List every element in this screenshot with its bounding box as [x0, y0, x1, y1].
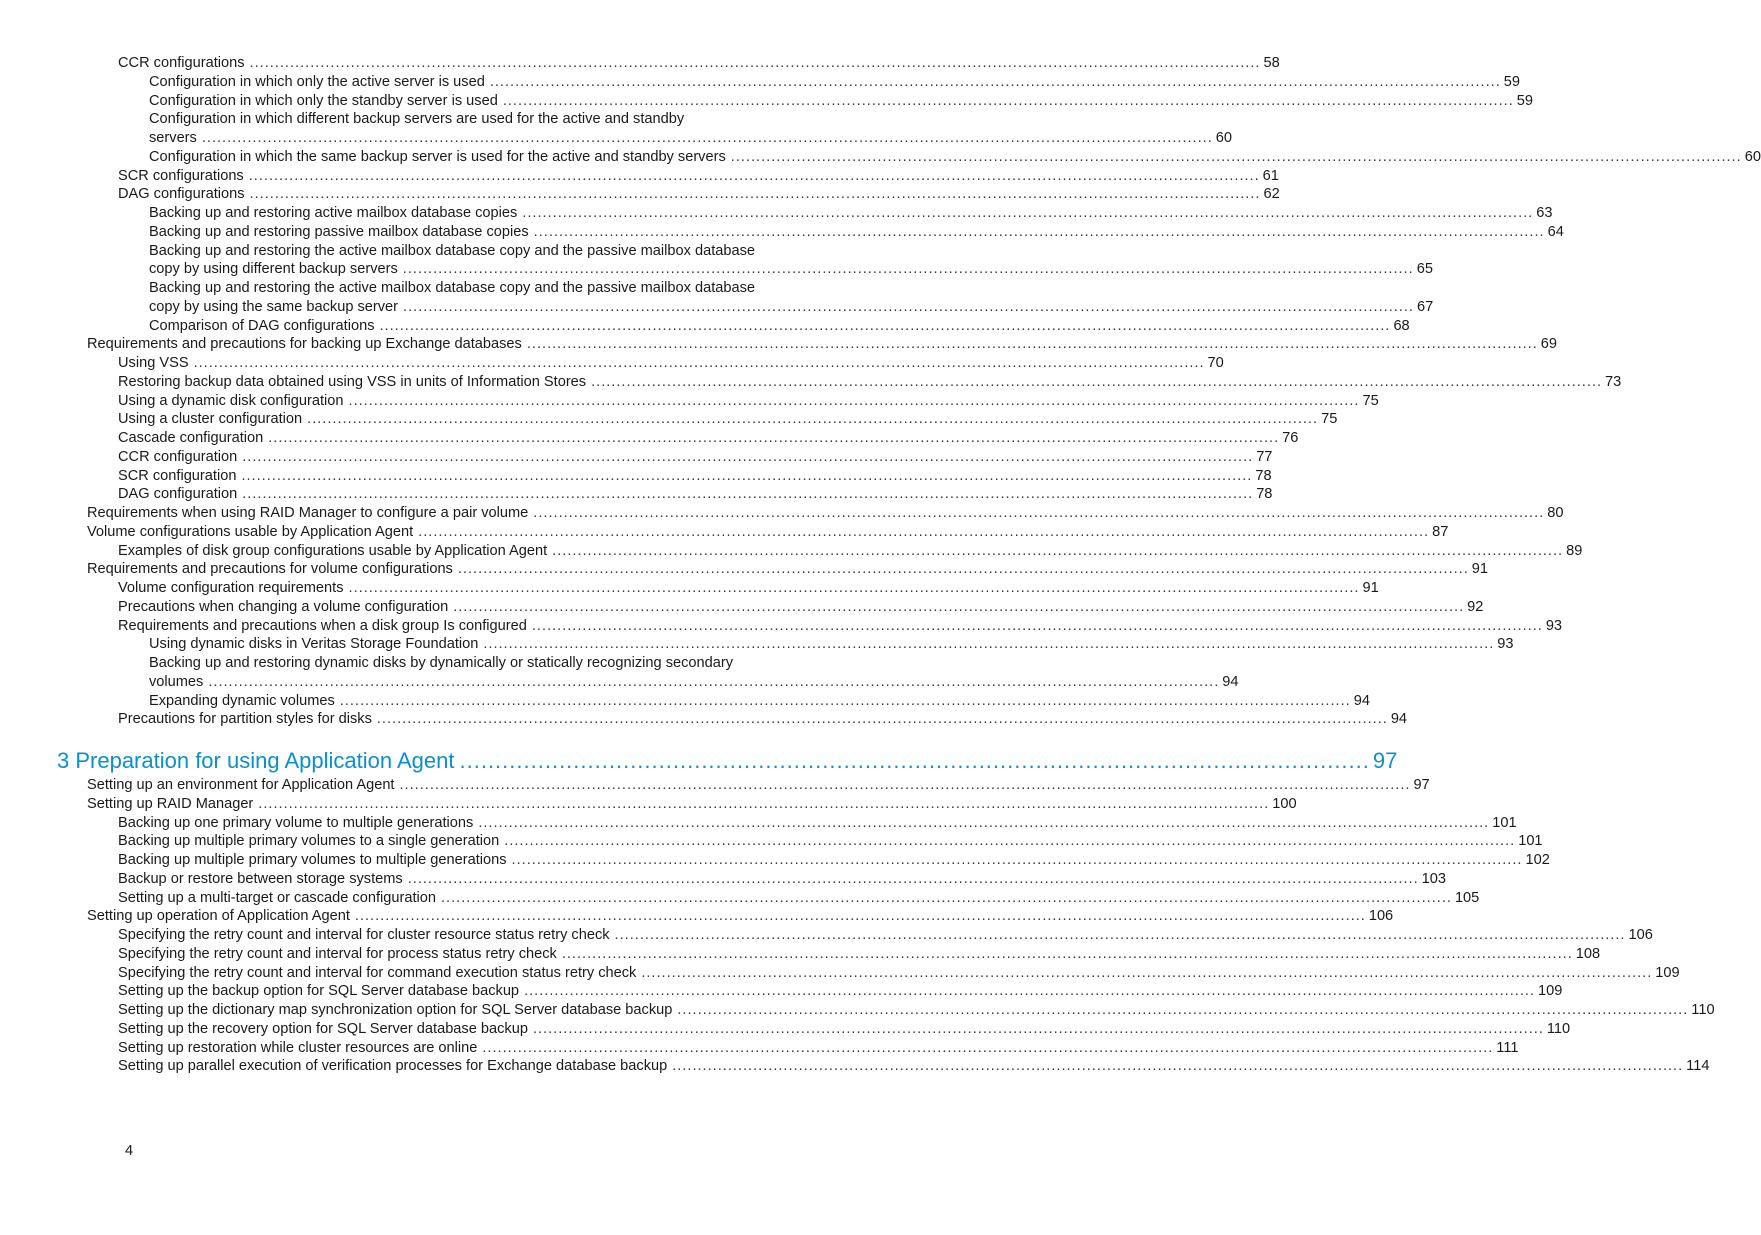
toc-entry-title: Cascade configuration [118, 430, 264, 446]
toc-entry[interactable] [118, 429, 1299, 448]
dot-leader: ........................................................................................................................................................................................................ [591, 373, 1603, 390]
dot-leader: ........................................................................................................................................................................................................ [482, 1039, 1494, 1056]
dot-leader: ........................................................................................................................................................................................................ [348, 392, 1360, 409]
toc-entry-page: 76 [1282, 430, 1299, 446]
dot-leader: ........................................................................................................................................................................................................ [483, 636, 1495, 653]
toc-entry-title: DAG configuration [118, 486, 238, 503]
dot-leader: ........................................................................................................................................................................................................ [641, 964, 1653, 981]
toc-entry-title-line: Backing up and restoring the active mailbox database copy and the passive mailbox database [149, 280, 756, 296]
toc-entry-title-line: Configuration in which different backup servers are used for the active and standby [149, 111, 685, 128]
toc-entry[interactable] [149, 635, 1514, 654]
dot-leader: ........................................................................................................................................................................................................ [376, 711, 1388, 728]
toc-entry-title: Setting up RAID Manager [87, 795, 254, 812]
toc-entry-page: 69 [1540, 336, 1558, 353]
toc-entry[interactable] [118, 945, 1601, 964]
toc-entry-title-line: Backing up and restoring dynamic disks by dynamically or statically recognizing secondary [149, 655, 734, 671]
toc-entry-page: 101 [1518, 833, 1543, 850]
toc-entry-page: 109 [1655, 964, 1680, 981]
toc-entry-page: 60 [1744, 148, 1761, 165]
toc-entry-title: Setting up a multi-target or cascade configuration [118, 889, 436, 906]
chapter-title: 3 Preparation for using Application Agent [57, 748, 455, 773]
toc-entry-title: Precautions when changing a volume configuration [118, 598, 449, 615]
dot-leader: ........................................................................................................................................................................................................ [418, 523, 1430, 540]
dot-leader: ........................................................................................................................................................................................................ [249, 55, 1261, 71]
toc-entry[interactable] [118, 410, 1338, 429]
dot-leader: ........................................................................................................................................................................................................ [208, 673, 1220, 690]
toc-entry-page: 93 [1545, 617, 1563, 634]
toc-entry-title: Backing up and restoring passive mailbox database copies [149, 223, 529, 240]
dot-leader: ........................................................................................................................................................................................................ [354, 908, 1366, 925]
toc-entry-title: Requirements and precautions for volume configurations [87, 561, 453, 578]
toc-entry-page: 78 [1256, 486, 1273, 503]
toc-entry-title: Setting up restoration while cluster resources are online [118, 1039, 478, 1056]
toc-entry-title: Backing up multiple primary volumes to a single generation [118, 833, 500, 850]
dot-leader: ........................................................................................................................................................................................................ [241, 467, 1253, 484]
toc-entry-title: Specifying the retry count and interval for cluster resource status retry check [118, 927, 610, 943]
toc-entry-page: 87 [1432, 523, 1449, 540]
toc-entry[interactable] [149, 242, 1433, 280]
toc-entry-title: Setting up the backup option for SQL Server database backup [118, 983, 520, 1000]
dot-leader: ........................................................................................................................................................................................................ [258, 795, 1270, 812]
toc-entry-title: SCR configuration [118, 467, 237, 484]
toc-entry-title: Using VSS [118, 355, 189, 371]
dot-leader: ........................................................................................................................................................................................................ [478, 814, 1490, 831]
toc-entry[interactable] [87, 523, 1449, 542]
toc-entry[interactable] [118, 485, 1273, 504]
toc-entry[interactable] [149, 148, 1761, 167]
toc-entry[interactable] [87, 560, 1489, 579]
dot-leader: ........................................................................................................................................................................................................ [532, 1020, 1544, 1037]
toc-entry[interactable] [118, 54, 1280, 73]
dot-leader: ................................................................................................................................ [459, 748, 1370, 773]
toc-entry-page: 94 [1390, 711, 1408, 728]
toc-entry[interactable] [118, 354, 1224, 373]
toc-entry-page: 59 [1503, 73, 1520, 90]
chapter-heading[interactable] [57, 746, 1398, 776]
dot-leader: ........................................................................................................................................................................................................ [453, 598, 1465, 615]
page-number: 4 [125, 1143, 134, 1159]
dot-leader: ........................................................................................................................................................................................................ [504, 833, 1516, 850]
toc-entry[interactable] [118, 964, 1680, 983]
toc-entry-title: Using a dynamic disk configuration [118, 392, 344, 409]
toc-entry-page: 67 [1416, 298, 1434, 315]
toc-entry-title: Volume configurations usable by Application Agent [87, 523, 414, 540]
toc-entry-title: Precautions for partition styles for disks [118, 711, 372, 728]
dot-leader: ........................................................................................................................................................................................................ [522, 205, 1534, 221]
toc-entry[interactable] [118, 448, 1273, 467]
toc-entry[interactable] [118, 392, 1379, 411]
toc-entry-title: SCR configurations [118, 167, 244, 184]
toc-entry[interactable] [118, 889, 1480, 908]
dot-leader: ........................................................................................................................................................................................................ [552, 542, 1564, 559]
toc-entry[interactable] [118, 710, 1408, 729]
toc-entry-page: 75 [1362, 392, 1379, 409]
toc-entry-title: Setting up the recovery option for SQL Server database backup [118, 1020, 528, 1037]
dot-leader: ........................................................................................................................................................................................................ [677, 1002, 1689, 1018]
dot-leader: ........................................................................................................................................................................................................ [403, 298, 1414, 315]
toc-section-top [0, 54, 1761, 729]
toc-entry-page: 58 [1263, 55, 1280, 71]
toc-entry[interactable] [118, 167, 1279, 186]
toc-entry[interactable] [149, 92, 1533, 111]
toc-entry-page: 101 [1492, 814, 1517, 831]
toc-entry-title: Using a cluster configuration [118, 411, 303, 428]
dot-leader: ........................................................................................................................................................................................................ [502, 92, 1514, 109]
toc-entry[interactable] [149, 279, 1434, 317]
toc-entry-title: DAG configurations [118, 186, 245, 203]
toc-entry-page: 73 [1605, 373, 1622, 390]
dot-leader: ........................................................................................................................................................................................................ [242, 448, 1254, 465]
toc-entry-page: 105 [1454, 889, 1480, 906]
toc-entry[interactable] [118, 185, 1280, 204]
dot-leader: ........................................................................................................................................................................................................ [402, 261, 1414, 278]
toc-entry-page: 91 [1471, 561, 1489, 578]
toc-entry[interactable] [118, 542, 1583, 561]
toc-entry[interactable] [149, 73, 1520, 92]
toc-entry-page: 78 [1255, 467, 1272, 484]
dot-leader: ........................................................................................................................................................................................................ [672, 1058, 1684, 1075]
toc-entry-page: 60 [1215, 130, 1233, 146]
toc-entry-title: Requirements and precautions for backing up Exchange databases [87, 336, 522, 353]
toc-entry[interactable] [149, 204, 1553, 223]
dot-leader: ........................................................................................................................................................................................................ [268, 430, 1280, 446]
toc-entry-title: Setting up an environment for Application Agent [87, 777, 395, 793]
toc-entry[interactable] [118, 1001, 1715, 1020]
toc-entry[interactable] [149, 110, 1233, 148]
toc-entry-title: Examples of disk group configurations usable by Application Agent [118, 542, 548, 559]
toc-entry-title: volumes [149, 673, 204, 690]
toc-entry-title: Specifying the retry count and interval for command execution status retry check [118, 964, 637, 981]
dot-leader: ........................................................................................................................................................................................................ [511, 852, 1523, 868]
toc-entry-page: 106 [1368, 908, 1394, 925]
toc-entry[interactable] [87, 335, 1558, 354]
toc-entry-title: Backup or restore between storage systems [118, 870, 403, 887]
toc-entry[interactable] [87, 776, 1430, 795]
toc-entry-title-line: Backing up and restoring the active mailbox database copy and the passive mailbox database [149, 242, 756, 259]
dot-leader: ........................................................................................................................................................................................................ [407, 870, 1419, 887]
toc-entry[interactable] [118, 373, 1622, 392]
toc-entry-title: Setting up operation of Application Agent [87, 908, 350, 925]
toc-entry-page: 102 [1525, 852, 1550, 868]
dot-leader: ........................................................................................................................................................................................................ [533, 505, 1545, 521]
toc-entry-title: copy by using the same backup server [149, 298, 399, 315]
toc-entry-title: CCR configuration [118, 448, 238, 465]
dot-leader: ........................................................................................................................................................................................................ [307, 411, 1319, 428]
toc-entry-title: servers [149, 130, 197, 146]
toc-entry[interactable] [118, 926, 1653, 945]
toc-entry-title: Configuration in which only the standby server is used [149, 92, 498, 109]
dot-leader: ........................................................................................................................................................................................................ [441, 889, 1452, 906]
toc-entry-title: CCR configurations [118, 55, 245, 71]
toc-entry[interactable] [118, 579, 1379, 598]
toc-entry-title: Requirements when using RAID Manager to configure a pair volume [87, 505, 529, 521]
dot-leader: ........................................................................................................................................................................................................ [249, 186, 1261, 203]
toc-entry-page: 77 [1256, 448, 1273, 465]
toc-entry-title: Using dynamic disks in Veritas Storage Foundation [149, 636, 479, 653]
toc-entry[interactable] [87, 795, 1297, 814]
toc-entry-title: Setting up the dictionary map synchronization option for SQL Server database backup [118, 1002, 673, 1018]
toc-entry-page: 62 [1263, 186, 1280, 203]
toc-entry[interactable] [149, 317, 1410, 336]
toc-entry[interactable] [87, 504, 1564, 523]
dot-leader: ........................................................................................................................................................................................................ [457, 561, 1469, 578]
dot-leader: ........................................................................................................................................................................................................ [399, 777, 1411, 793]
dot-leader: ........................................................................................................................................................................................................ [730, 148, 1742, 165]
toc-entry-page: 91 [1362, 580, 1379, 596]
toc-entry[interactable] [118, 851, 1550, 870]
toc-entry-page: 111 [1496, 1039, 1519, 1056]
toc-entry-title: Specifying the retry count and interval for process status retry check [118, 945, 557, 962]
dot-leader: ........................................................................................................................................................................................................ [379, 317, 1391, 334]
toc-entry-page: 65 [1416, 261, 1433, 278]
toc-entry-title: Comparison of DAG configurations [149, 317, 375, 334]
toc-entry-title: Volume configuration requirements [118, 580, 344, 596]
toc-entry-title: Setting up parallel execution of verification processes for Exchange database backup [118, 1058, 668, 1075]
toc-entry-title: Configuration in which only the active server is used [149, 73, 485, 90]
dot-leader: ........................................................................................................................................................................................................ [339, 692, 1351, 709]
toc-entry-page: 103 [1421, 870, 1447, 887]
toc-entry[interactable] [149, 223, 1564, 242]
toc-entry-title: Requirements and precautions when a disk group Is configured [118, 617, 527, 634]
toc-entry-title: copy by using different backup servers [149, 261, 398, 278]
toc-entry-page: 110 [1546, 1020, 1571, 1037]
toc-entry[interactable] [118, 467, 1272, 486]
toc-entry-title: Expanding dynamic volumes [149, 692, 335, 709]
toc-entry-page: 64 [1547, 223, 1564, 240]
toc-entry[interactable] [118, 1057, 1710, 1076]
dot-leader: ........................................................................................................................................................................................................ [561, 945, 1573, 962]
toc-entry-page: 92 [1467, 598, 1484, 615]
toc-entry-page: 80 [1547, 505, 1564, 521]
toc-entry-title: Backing up one primary volume to multiple generations [118, 814, 474, 831]
toc-entry[interactable] [118, 982, 1563, 1001]
toc-entry[interactable] [149, 654, 1239, 692]
dot-leader: ........................................................................................................................................................................................................ [533, 223, 1545, 240]
toc-entry-page: 89 [1566, 542, 1583, 559]
toc-entry-page: 94 [1353, 692, 1370, 709]
toc-entry-page: 70 [1207, 355, 1224, 371]
toc-entry-page: 75 [1321, 411, 1338, 428]
toc-entry-page: 63 [1536, 205, 1553, 221]
toc-entry[interactable] [149, 692, 1370, 711]
toc-entry-page: 110 [1691, 1002, 1715, 1018]
dot-leader: ........................................................................................................................................................................................................ [348, 580, 1360, 596]
toc-entry[interactable] [118, 1039, 1519, 1058]
toc-entry[interactable] [118, 1020, 1571, 1039]
dot-leader: ........................................................................................................................................................................................................ [242, 486, 1254, 503]
toc-entry-page: 114 [1686, 1058, 1710, 1075]
toc-entry-title: Configuration in which the same backup server is used for the active and standby servers [149, 148, 726, 165]
toc-entry-page: 100 [1272, 795, 1297, 812]
toc-entry-page: 93 [1497, 636, 1514, 653]
dot-leader: ........................................................................................................................................................................................................ [489, 73, 1501, 90]
toc-entry-page: 97 [1413, 777, 1430, 793]
chapter-page: 97 [1372, 748, 1398, 773]
toc-entry[interactable] [118, 832, 1543, 851]
dot-leader: ........................................................................................................................................................................................................ [526, 336, 1538, 353]
toc-entry-title: Restoring backup data obtained using VSS in units of Information Stores [118, 373, 587, 390]
dot-leader: ........................................................................................................................................................................................................ [524, 983, 1535, 1000]
toc-entry-page: 106 [1628, 927, 1653, 943]
toc-entry[interactable] [118, 814, 1517, 833]
toc-entry-title: Backing up and restoring active mailbox database copies [149, 205, 518, 221]
toc-entry-page: 94 [1222, 673, 1239, 690]
toc-entry-page: 59 [1516, 92, 1533, 109]
toc-entry-page: 68 [1393, 317, 1410, 334]
toc-section-bottom [0, 776, 1715, 1076]
dot-leader: ........................................................................................................................................................................................................ [614, 927, 1626, 943]
toc-entry-page: 109 [1538, 983, 1563, 1000]
dot-leader: ........................................................................................................................................................................................................ [201, 130, 1213, 146]
dot-leader: ........................................................................................................................................................................................................ [531, 617, 1543, 634]
dot-leader: ........................................................................................................................................................................................................ [193, 355, 1205, 371]
toc-entry-page: 108 [1575, 945, 1601, 962]
toc-entry[interactable] [118, 870, 1447, 889]
toc-entry-page: 61 [1262, 167, 1279, 184]
dot-leader: ........................................................................................................................................................................................................ [248, 167, 1260, 184]
toc-entry-title: Backing up multiple primary volumes to multiple generations [118, 852, 507, 868]
toc-entry[interactable] [118, 598, 1484, 617]
toc-entry[interactable] [87, 907, 1394, 926]
toc-entry[interactable] [118, 617, 1563, 636]
